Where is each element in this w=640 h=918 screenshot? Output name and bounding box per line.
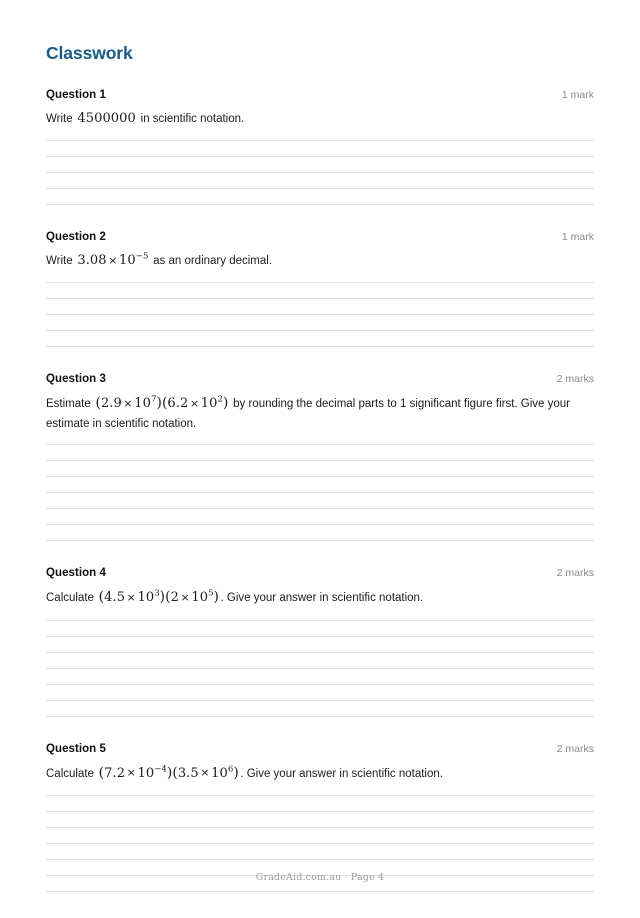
answer-line[interactable]: [46, 525, 594, 541]
answer-line[interactable]: [46, 701, 594, 717]
question-block-5: [46, 743, 594, 892]
answer-line[interactable]: [46, 444, 594, 461]
question-header-4: [46, 567, 594, 579]
answer-lines-4[interactable]: [46, 620, 594, 717]
prompt-text-after-3: by rounding the decimal parts to 1 significant figure first. Give your estimate in scientific notation.: [46, 398, 570, 430]
answer-line[interactable]: [46, 828, 594, 844]
prompt-text-before-5: Calculate: [46, 767, 94, 780]
prompt-text-before-2: Write: [46, 255, 73, 268]
answer-lines-1[interactable]: [46, 140, 594, 205]
answer-line[interactable]: [46, 812, 594, 828]
page-title: Classwork: [46, 43, 133, 63]
answer-line[interactable]: [46, 669, 594, 685]
question-header-1: [46, 89, 594, 101]
math-expression-3: $(2.9 \times 10^7)(6.2 \times 10^2)$: [95, 395, 229, 412]
answer-line[interactable]: [46, 282, 594, 299]
question-label-3: Question 3: [46, 373, 106, 386]
question-marks-3: 2 marks: [556, 373, 594, 386]
answer-line[interactable]: [46, 189, 594, 205]
question-header-2: [46, 231, 594, 243]
question-prompt-5: [46, 762, 594, 784]
question-block-2: [46, 231, 594, 347]
answer-line[interactable]: [46, 331, 594, 347]
answer-line[interactable]: [46, 461, 594, 477]
question-prompt-3: [46, 392, 594, 433]
answer-line[interactable]: [46, 844, 594, 860]
math-expression-1: 4500000: [77, 111, 136, 127]
question-marks-4: 2 marks: [556, 567, 594, 580]
question-block-4: [46, 567, 594, 716]
question-prompt-2: [46, 250, 594, 271]
math-expression-5: $(7.2 \times 10^{-4})(3.5 \times 10^6)$: [98, 764, 239, 781]
answer-line[interactable]: [46, 685, 594, 701]
question-label-5: Question 5: [46, 742, 106, 755]
prompt-text-before-3: Estimate: [46, 398, 91, 411]
worksheet-content: [46, 44, 594, 918]
answer-line[interactable]: [46, 493, 594, 509]
prompt-text-before-4: Calculate: [46, 592, 94, 605]
page-footer: GradeAid.com.au · Page 4: [255, 872, 385, 883]
prompt-text-after-1: in scientific notation.: [140, 113, 245, 126]
answer-line[interactable]: [46, 795, 594, 812]
question-label-2: Question 2: [46, 231, 106, 244]
question-label-1: Question 1: [46, 89, 106, 102]
prompt-text-after-4: . Give your answer in scientific notation.: [220, 592, 424, 605]
prompt-text-after-2: as an ordinary decimal.: [153, 255, 273, 268]
answer-line[interactable]: [46, 299, 594, 315]
prompt-text-after-5: . Give your answer in scientific notation.: [240, 767, 443, 780]
answer-line[interactable]: [46, 509, 594, 525]
answer-lines-2[interactable]: [46, 282, 594, 347]
answer-line[interactable]: [46, 157, 594, 173]
math-expression-4: $(4.5 \times 10^3)(2 \times 10^5)$: [98, 588, 220, 606]
answer-line[interactable]: [46, 653, 594, 669]
question-block-3: [46, 373, 594, 541]
question-header-3: [46, 373, 594, 385]
answer-line[interactable]: [46, 173, 594, 189]
question-prompt-1: [46, 108, 594, 129]
answer-line[interactable]: [46, 315, 594, 331]
question-prompt-4: [46, 586, 594, 608]
math-expression-2: $3.08 \times 10^{-5}$: [77, 251, 149, 269]
answer-line[interactable]: [46, 140, 594, 157]
question-marks-1: 1 mark: [561, 89, 594, 102]
prompt-text-before-1: Write: [46, 113, 73, 126]
answer-lines-3[interactable]: [46, 444, 594, 541]
question-label-4: Question 4: [46, 567, 106, 580]
answer-line[interactable]: [46, 620, 594, 637]
question-marks-2: 1 mark: [561, 231, 594, 244]
answer-line[interactable]: [46, 637, 594, 653]
question-block-1: [46, 89, 594, 205]
answer-line[interactable]: [46, 477, 594, 493]
question-marks-5: 2 marks: [556, 742, 594, 755]
question-header-5: [46, 743, 594, 755]
